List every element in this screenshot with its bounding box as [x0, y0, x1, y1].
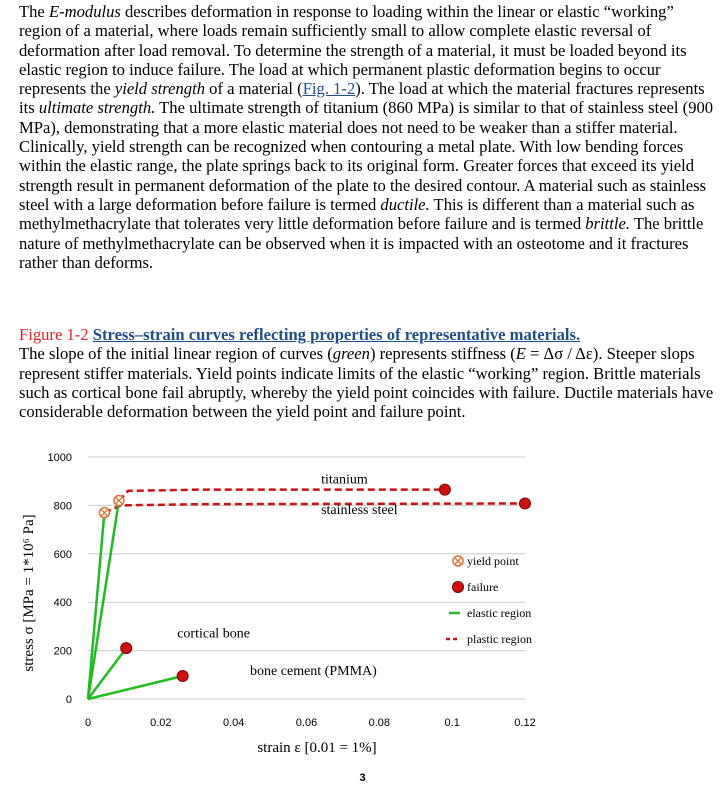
term-ductile: ductile. — [380, 194, 430, 214]
term-green: green — [332, 344, 370, 364]
plastic-region-line — [104, 503, 525, 512]
x-tick-label: 0.02 — [150, 717, 172, 729]
series-label: bone cement (PMMA) — [250, 663, 377, 679]
stress-strain-chart — [0, 440, 725, 765]
page-number: 3 — [359, 772, 366, 784]
x-tick-label: 0 — [84, 717, 92, 729]
text-run: of a material ( — [205, 79, 303, 99]
x-axis-title: strain ε [0.01 = 1%] — [257, 740, 377, 756]
text-run: The brittle nature of methylmethacrylate can be observed when it is impacted with an osteotome and it fractures rather than deforms. — [19, 214, 704, 272]
figure-title-link[interactable]: Stress–strain curves reflecting properties of representative materials. — [92, 325, 581, 344]
figure-caption — [19, 325, 719, 421]
y-tick-label: 200 — [53, 645, 72, 658]
legend-label: yield point — [467, 554, 519, 568]
y-tick-label: 400 — [53, 597, 72, 610]
legend-failure-icon — [453, 582, 464, 593]
y-tick-label: 0 — [65, 694, 72, 706]
text-run: describes deformation in response to loading within the linear or elastic “working” region of a material, where loads remain sufficiently small to allow complete elastic reversal of deformation after load removal. To determine the strength of a material, it must be loaded beyond its elastic region to induce failure. The load at which permanent plastic deformation begins to occur represents the — [19, 2, 687, 99]
term-e-modulus: E-modulus — [48, 2, 121, 21]
text-run: The ultimate strength of titanium (860 MPa) is similar to that of stainless steel (900 MPa), demonstrating that a more elastic material does not need to be weaker than a stiffer material. Clinically, yield strength can be recognized when contouring a metal plate. With low bending forces within the elastic range, the plate springs back to its original form. Greater forces that exceed its yield strength result in permanent deformation of the plate to the desired contour. A material such as stainless steel with a large deformation before failure is termed — [19, 98, 714, 214]
y-tick-label: 1000 — [47, 452, 72, 464]
y-axis-title: stress σ [MPa = 1*10⁶ Pa] — [21, 514, 37, 672]
x-tick-label: 0.08 — [368, 717, 391, 729]
plastic-region-line — [119, 490, 445, 501]
figure-reference-link[interactable]: Fig. 1-2 — [302, 79, 356, 99]
failure-marker — [177, 671, 188, 682]
failure-marker — [439, 484, 450, 495]
series-label: cortical bone — [177, 626, 250, 642]
failure-marker — [520, 498, 531, 509]
term-e: E — [515, 344, 526, 364]
text-run: The slope of the initial linear region of curves ( — [19, 344, 333, 364]
text-run: The — [19, 2, 49, 21]
text-run: = Δσ / Δε). Steeper slops represent stiffer materials. Yield points indicate limits of the elastic “working” region. Brittle materials such as cortical bone fail abruptly, whereby the yield point coincides with failure. Ductile materials have considerable deformation between the yield point and failure point. — [19, 344, 714, 422]
x-tick-label: 0.04 — [222, 717, 245, 729]
legend-label: failure — [467, 580, 499, 594]
term-ultimate-strength: ultimate strength. — [38, 98, 156, 118]
text-run: ). The load at which the material fractures represents its — [19, 79, 705, 118]
term-brittle: brittle. — [585, 214, 630, 234]
legend-label: plastic region — [467, 632, 532, 646]
figure-label: Figure 1-2 — [19, 325, 93, 344]
body-paragraph — [19, 2, 719, 272]
text-run: This is different than a material such as methylmethacrylate that tolerates very little deformation before failure and is termed — [19, 194, 695, 234]
term-yield-strength: yield strength — [114, 79, 206, 99]
x-tick-label: 0.06 — [295, 717, 318, 729]
text-run: ) represents stiffness ( — [369, 344, 516, 364]
series-label: titanium — [321, 472, 368, 488]
y-tick-label: 800 — [53, 500, 72, 513]
series-label: stainless steel — [321, 502, 398, 518]
y-tick-label: 600 — [53, 548, 72, 561]
x-tick-label: 0.12 — [514, 717, 536, 729]
failure-marker — [121, 643, 132, 654]
x-tick-label: 0.1 — [444, 717, 460, 729]
legend-label: elastic region — [467, 606, 532, 620]
